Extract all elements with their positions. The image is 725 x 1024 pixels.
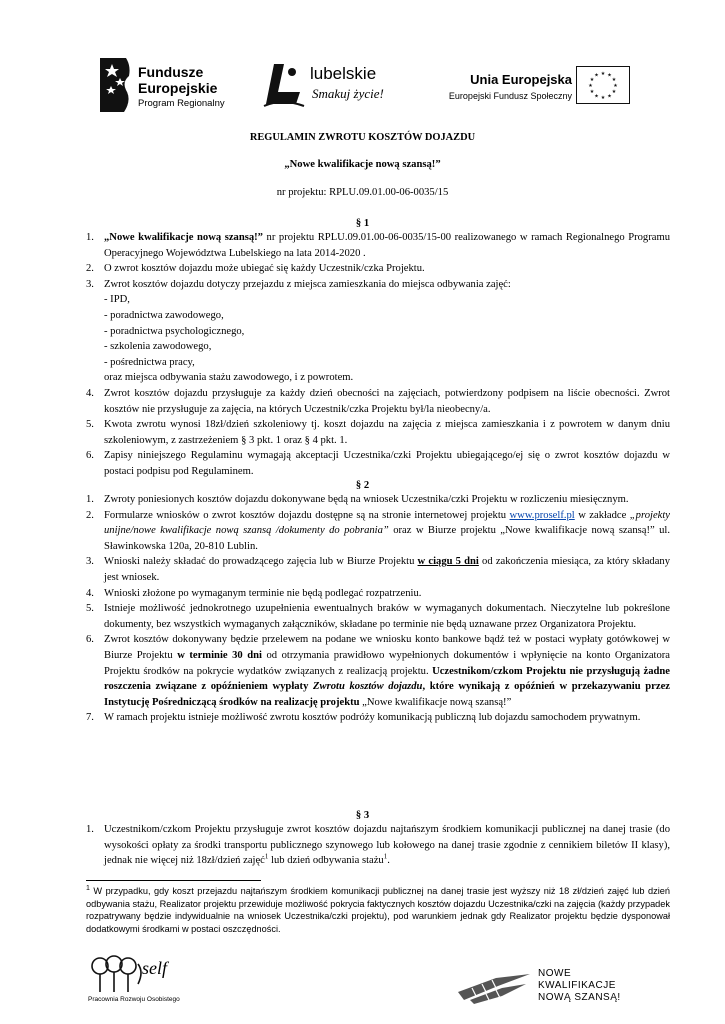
- section-1-list: [86, 230, 670, 480]
- svg-text:★: ★: [600, 72, 606, 77]
- nks-line3: NOWĄ SZANSĄ!: [538, 992, 621, 1003]
- s1-sub-szkolenia: - szkolenia zawodowego,: [104, 341, 212, 353]
- proself-website-link[interactable]: www.proself.pl: [509, 509, 575, 521]
- s2-item2-text-b: w zakładce: [574, 509, 630, 521]
- s2-item3-text-a: Wnioski należy składać do prowadzącego zajęcia lub w Biurze Projektu: [104, 556, 418, 568]
- s1-item2-text: O zwrot kosztów dojazdu może ubiegać się każdy Uczestnik/czka Projektu.: [104, 263, 425, 275]
- s2-item6-bold-3: , które wynikają z opóźnień w przekazywaniu przez Instytucję Pośredniczącą środków na realizację projektu: [104, 681, 670, 708]
- s2-item6-text-b: od otrzymania prawidłowo wypełnionych dokumentów i wpłynięcie na konto Organizatora Projektu środków na pokrycie wydatków związanych z realizacją projektu.: [104, 649, 671, 677]
- section-3-list: [86, 822, 670, 869]
- s2-deadline-30-days: w terminie 30 dni: [177, 649, 262, 661]
- lubelskie-slogan: Smakuj życie!: [312, 86, 384, 101]
- proself-caption: Pracownia Rozwoju Osobistego: [88, 996, 180, 1003]
- fe-line2: Europejskie: [138, 80, 218, 96]
- proself-word: self: [142, 958, 167, 978]
- ue-line1: Unia Europejska: [470, 72, 572, 87]
- s2-item6-bold-italic: Zwrotu kosztów dojazdu: [313, 681, 423, 693]
- logo-lubelskie: [262, 62, 402, 108]
- logo-nowe-kwalifikacje: [456, 968, 646, 1008]
- list-item: 4. Zwrot kosztów dojazdu przysługuje za każdy dzień obecności na zajęciach, potwierdzony podpisem na liście obecności. Zwrot kosztów nie przysługuje za zajęcia, na których Uczestnik/czka Projektu był/la nieobecny/a.: [86, 387, 670, 415]
- s1-sub-poradnictwo-zawodowe: - poradnictwa zawodowego,: [104, 309, 224, 321]
- lubelskie-name: lubelskie: [310, 64, 377, 83]
- svg-text:★: ★: [611, 90, 617, 95]
- svg-text:★: ★: [589, 78, 595, 83]
- list-item: 7. W ramach projektu istnieje możliwość zwrotu kosztów podróży komunikacją publiczną lub dojazdu samochodem prywatnym.: [86, 712, 641, 724]
- s1-item6-text: Zapisy niniejszego Regulaminu wymagają akceptacji Uczestnika/czki Projektu ubiegającego/ej się o zwrot kosztów dojazdu w postaci podpisu pod Regulaminem.: [104, 450, 670, 477]
- section-2-list: [86, 492, 671, 726]
- s1-item1-text: nr projektu RPLU.09.01.00-06-0035/15-00 realizowanego w ramach Regionalnego Programu Operacyjnego Województwa Lubelskiego na lata 2014-2020 .: [104, 232, 670, 259]
- s2-item6-text-a: Zwrot kosztów dokonywany będzie przelewem na podane we wniosku konto bankowe bądź też w postaci wypłaty gotówkowej w Biurze Projektu: [104, 634, 670, 661]
- footnote-ref[interactable]: 1: [383, 852, 388, 861]
- s2-item6-bold-2: Uczestnikom/czkom Projektu nie przysługują żadne roszczenia związane z opóźnieniem wypłaty: [104, 665, 670, 693]
- list-item: 2. O zwrot kosztów dojazdu może ubiegać się każdy Uczestnik/czka Projektu.: [86, 263, 425, 275]
- svg-text:★: ★: [594, 73, 599, 79]
- svg-text:★: ★: [611, 78, 617, 83]
- nks-line2: KWALIFIKACJE: [538, 980, 616, 991]
- logo-unia-europejska: [430, 64, 630, 110]
- svg-text:★: ★: [600, 96, 606, 101]
- s3-item1-text-b: lub dzień odbywania stażu: [268, 855, 384, 867]
- fe-line1: Fundusze: [138, 64, 204, 80]
- lubelskie-l-emblem-icon: [262, 62, 306, 108]
- list-item: 3. Wnioski należy składać do prowadzącego zajęcia lub w Biurze Projektu w ciągu 5 dni od zakończenia miesiąca, za który składany jest wniosek.: [86, 556, 670, 583]
- svg-text:★: ★: [594, 94, 599, 100]
- s2-item1-text: Zwroty poniesionych kosztów dojazdu dokonywane będą na wniosek Uczestnika/czki Projektu w rozliczeniu miesięcznym.: [104, 494, 629, 505]
- list-item: 1. Zwroty poniesionych kosztów dojazdu dokonywane będą na wniosek Uczestnika/czki Projektu w rozliczeniu miesięcznym.: [86, 494, 629, 505]
- s2-item4-text: Wnioski złożone po wymaganym terminie nie będą podlegać rozpatrzeniu.: [104, 587, 422, 599]
- footnote-mark: 1: [86, 884, 90, 892]
- arrows-motif-icon: [456, 970, 534, 1004]
- section-3-heading: § 3: [355, 810, 370, 821]
- section-1-heading: § 1: [355, 218, 370, 229]
- eu-flag-icon: [576, 66, 630, 104]
- s1-item5-text: Kwota zwrotu wynosi 18zł/dzień szkoleniowy tj. koszt dojazdu na zajęcia z miejsca zamieszkania i z powrotem w danym dniu szkoleniowym, z zastrzeżeniem § 3 pkt. 1 oraz § 4 pkt. 1.: [104, 419, 670, 446]
- s2-item3-text-b: od zakończenia miesiąca, za który składany jest wniosek.: [104, 556, 670, 583]
- list-item: 1. Uczestnikom/czkom Projektu przysługuje zwrot kosztów dojazdu najtańszym środkiem komunikacji publicznej na danej trasie (do wysokości opłaty za środki transportu publicznego szynowego lub kołowego na danej trasie zgodnie z cennikiem biletów II klasy), jednak nie więcej niż 18zł/dzień zajęć$^1$ lub dzień odbywania stażu$^1$.: [86, 824, 670, 867]
- list-item: 3. Zwrot kosztów dojazdu dotyczy przejazdu z miejsca zamieszkania do miejsca odbywania zajęć: - IPD, - poradnictwa zawodowego, - poradnictwa psychologicznego, - szkolenia zawodowego, - pośrednictwa pracy, oraz miejsca odbywania stażu zawodowego, i z powrotem.: [104, 277, 670, 386]
- s2-item2-text-a: Formularze wniosków o zwrot kosztów dojazdu dostępne są na stronie internetowej projektu: [104, 509, 510, 521]
- s2-item2-text-c: oraz w Biurze projektu „Nowe kwalifikacje nową szansą!” ul. Sławinkowska 120a, 20-810 Lublin.: [104, 525, 670, 552]
- footnote-separator: [86, 880, 261, 881]
- s2-item2-italic-path: „projekty unijne/nowe kwalifikacje nową szansą /dokumenty do pobrania”: [104, 509, 670, 537]
- s1-sub-poradnictwo-psych: - poradnictwa psychologicznego,: [104, 325, 245, 337]
- s1-sub-posrednictwo: - pośrednictwa pracy,: [104, 356, 195, 368]
- s2-deadline-5-days: w ciągu 5 dni: [417, 556, 479, 568]
- list-item: 5. Kwota zwrotu wynosi 18zł/dzień szkoleniowy tj. koszt dojazdu na zajęcia z miejsca zamieszkania i z powrotem w danym dniu szkoleniowym, z zastrzeżeniem § 3 pkt. 1 oraz § 4 pkt. 1.: [86, 419, 670, 446]
- list-item: 4. Wnioski złożone po wymaganym terminie nie będą podlegać rozpatrzeniu.: [86, 587, 422, 599]
- ue-line2: Europejski Fundusz Społeczny: [448, 91, 572, 101]
- svg-text:★: ★: [607, 94, 612, 100]
- s1-sub-staz: oraz miejsca odbywania stażu zawodowego, i z powrotem.: [104, 372, 354, 384]
- s3-item1-text-c: .: [387, 855, 390, 867]
- list-item: 1. „Nowe kwalifikacje nową szansą!” nr projektu RPLU.09.01.00-06-0035/15-00 realizowanego w ramach Regionalnego Programu Operacyjnego Województwa Lubelskiego na lata 2014-2020 .: [86, 232, 670, 259]
- fe-line3: Program Regionalny: [138, 98, 225, 109]
- footnote-ref[interactable]: 1: [264, 852, 269, 861]
- s1-item3-text: Zwrot kosztów dojazdu dotyczy przejazdu z miejsca zamieszkania do miejsca odbywania zajęć:: [104, 278, 511, 290]
- list-item: 2. Formularze wniosków o zwrot kosztów dojazdu dostępne są na stronie internetowej projektu www.proself.pl w zakładce „projekty unijne/nowe kwalifikacje nową szansą /dokumenty do pobrania” oraz w Biurze projektu „Nowe kwalifikacje nową szansą!” ul. Sławinkowska 120a, 20-810 Lublin.: [86, 509, 670, 552]
- svg-text:★: ★: [607, 73, 612, 79]
- svg-text:★: ★: [588, 84, 593, 89]
- list-item: 6. Zwrot kosztów dokonywany będzie przelewem na podane we wniosku konto bankowe bądź też w postaci wypłaty gotówkowej w Biurze Projektu w terminie 30 dni od otrzymania prawidłowo wypełnionych dokumentów i wpłynięcie na konto Organizatora Projektu środków na pokrycie wydatków związanych z realizacją projektu. Uczestnikom/czkom Projektu nie przysługują żadne roszczenia związane z opóźnieniem wypłaty Zwrotu kosztów dojazdu, które wynikają z opóźnień w przekazywaniu przez Instytucję Pośredniczącą środków na realizację projektu „Nowe kwalifikacje nową szansą!”: [86, 634, 671, 708]
- logo-fundusze-europejskie: [100, 58, 240, 114]
- project-name-bold: „Nowe kwalifikacje nową szansą!”: [104, 232, 263, 243]
- s2-item6-text-c: „Nowe kwalifikacje nową szansą!”: [359, 696, 512, 708]
- list-item: 6. Zapisy niniejszego Regulaminu wymagają akceptacji Uczestnika/czki Projektu ubiegającego/ej się o zwrot kosztów dojazdu w postaci podpisu pod Regulaminem.: [86, 450, 670, 477]
- logo-proself: [88, 954, 188, 1010]
- nks-line1: NOWE: [538, 968, 572, 979]
- fe-star-figure-icon: [100, 58, 132, 112]
- doc-title: REGULAMIN ZWROTU KOSZTÓW DOJAZDU: [249, 132, 476, 143]
- doc-project-number: nr projektu: RPLU.09.01.00-06-0035/15: [276, 187, 449, 198]
- s2-item5-text: Istnieje możliwość jednokrotnego uzupełnienia ewentualnych braków w wymaganych dokumentach. Nieczytelne lub pokreślone dokumenty, bez wszystkich wymaganych załączników, składane po terminie nie będą uznawane przez Organizatora Projektu.: [104, 603, 670, 630]
- footnote: [86, 885, 670, 935]
- s2-item7-text: W ramach projektu istnieje możliwość zwrotu kosztów podróży komunikacją publiczną lub dojazdu samochodem prywatnym.: [104, 712, 641, 724]
- list-item: 5. Istnieje możliwość jednokrotnego uzupełnienia ewentualnych braków w wymaganych dokumentach. Nieczytelne lub pokreślone dokumenty, bez wszystkich wymaganych załączników, składane po terminie nie będą uznawane przez Organizatora Projektu.: [86, 603, 670, 630]
- section-2-heading: § 2: [355, 480, 370, 491]
- svg-text:★: ★: [589, 90, 595, 95]
- s3-item1-text-a: Uczestnikom/czkom Projektu przysługuje zwrot kosztów dojazdu najtańszym środkiem komunikacji publicznej na danej trasie (do wysokości opłaty za środki transportu publicznego szynowego lub kołowego na danej trasie zgodnie z cennikiem biletów II klasy), jednak nie więcej niż 18zł/dzień zajęć: [104, 824, 670, 867]
- s1-item4-text: Zwrot kosztów dojazdu przysługuje za każdy dzień obecności na zajęciach, potwierdzony podpisem na liście obecności. Zwrot kosztów nie przysługuje za zajęcia, na których Uczestnik/czka Projektu był/la nieobecny/a.: [104, 387, 670, 415]
- s1-sub-ipd: - IPD,: [104, 294, 130, 306]
- svg-text:★: ★: [613, 84, 618, 89]
- footnote-text: W przypadku, gdy koszt przejazdu najtańszym środkiem komunikacji publicznej na danej trasie jest wyższy niż 18 zł/dzień zajęć lub dzień odbywania stażu, Realizator projektu przewiduje możliwość pokrycia faktycznych kosztów dojazdu Uczestnika/czki na zajęcia (każdy przypadek rozpatrywany będzie indywidualnie na wniosek Uczestnika/czki projektu), pod warunkiem jednak gdy Realizator projektu będzie dysponował dodatkowymi środkami w postaci oszczędności.: [86, 886, 670, 934]
- doc-subtitle: „Nowe kwalifikacje nową szansą!”: [284, 159, 441, 170]
